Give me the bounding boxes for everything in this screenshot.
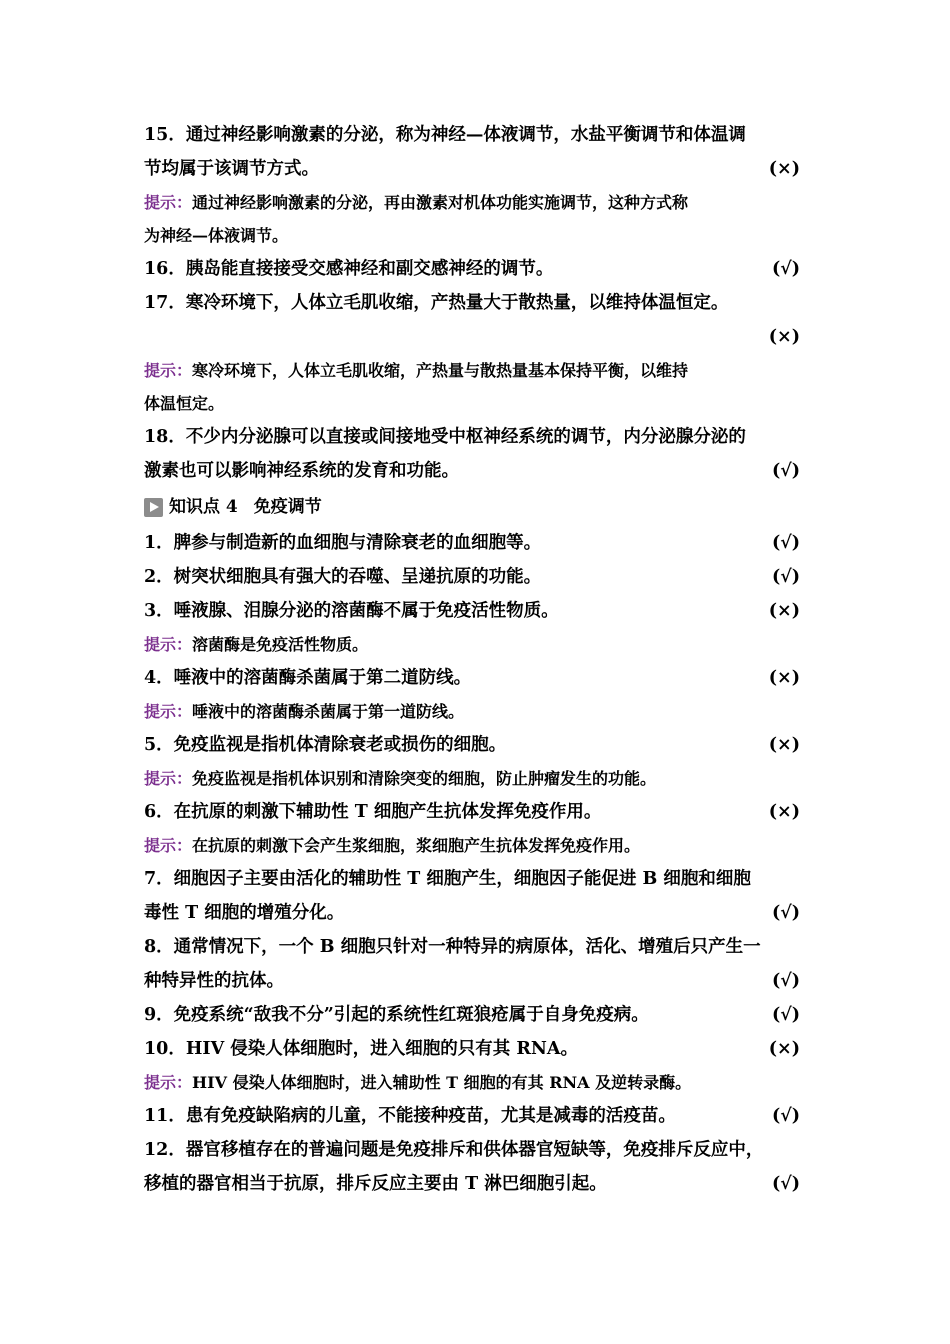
question-text: 18．不少内分泌腺可以直接或间接地受中枢神经系统的调节，内分泌腺分泌的 [144, 427, 746, 447]
question-item [144, 420, 814, 488]
answer-mark: (×) [768, 668, 800, 688]
question-text: 7．细胞因子主要由活化的辅助性 T 细胞产生，细胞因子能促进 B 细胞和细胞 [144, 869, 751, 889]
question-line [144, 320, 814, 354]
hint-label: 提示： [144, 702, 193, 721]
question-item [144, 998, 814, 1032]
question-line [144, 1099, 814, 1133]
hint-text: 体温恒定。 [144, 394, 225, 413]
question-text: 16．胰岛能直接接受交感神经和副交感神经的调节。 [144, 259, 554, 279]
question-text: 4．唾液中的溶菌酶杀菌属于第二道防线。 [144, 668, 472, 688]
answer-mark: (×) [768, 327, 800, 347]
hint-text: 免疫监视是指机体识别和清除突变的细胞，防止肿瘤发生的功能。 [192, 769, 657, 788]
hint-line [144, 387, 814, 420]
hint-line [144, 1066, 814, 1099]
question-text: 毒性 T 细胞的增殖分化。 [144, 903, 345, 923]
answer-mark: (×) [768, 735, 800, 755]
question-line [144, 454, 814, 488]
hint-line [144, 628, 814, 661]
hint-label: 提示： [144, 1073, 193, 1092]
hint-line [144, 829, 814, 862]
question-text: 2．树突状细胞具有强大的吞噬、呈递抗原的功能。 [144, 567, 542, 587]
question-text: 3．唾液腺、泪腺分泌的溶菌酶不属于免疫活性物质。 [144, 601, 559, 621]
hint-text: 寒冷环境下，人体立毛肌收缩，产热量与散热量基本保持平衡，以维持 [192, 361, 689, 380]
answer-mark: (√) [771, 567, 800, 587]
question-text: 6．在抗原的刺激下辅助性 T 细胞产生抗体发挥免疫作用。 [144, 802, 602, 822]
hint-text: 在抗原的刺激下会产生浆细胞，浆细胞产生抗体发挥免疫作用。 [192, 836, 641, 855]
answer-mark: (√) [771, 1174, 800, 1194]
question-line [144, 560, 814, 594]
question-line [144, 594, 814, 628]
answer-mark: (√) [771, 533, 800, 553]
question-line [144, 252, 814, 286]
question-line [144, 795, 814, 829]
question-line [144, 896, 814, 930]
question-line [144, 1133, 814, 1167]
answer-mark: (√) [771, 971, 800, 991]
hint-line [144, 186, 814, 219]
question-text: 11．患有免疫缺陷病的儿童，不能接种疫苗，尤其是减毒的活疫苗。 [144, 1106, 676, 1126]
play-icon [144, 498, 163, 517]
answer-mark: (×) [768, 159, 800, 179]
question-line [144, 964, 814, 998]
question-item [144, 118, 814, 252]
answer-mark: (√) [771, 903, 800, 923]
question-text: 种特异性的抗体。 [144, 971, 284, 991]
answer-mark: (√) [771, 1005, 800, 1025]
question-line [144, 152, 814, 186]
question-line [144, 998, 814, 1032]
question-text: 移植的器官相当于抗原，排斥反应主要由 T 淋巴细胞引起。 [144, 1174, 607, 1194]
hint-text: 为神经—体液调节。 [144, 226, 289, 245]
question-item [144, 286, 814, 420]
hint-label: 提示： [144, 836, 193, 855]
answer-mark: (√) [771, 461, 800, 481]
question-text: 8．通常情况下，一个 B 细胞只针对一种特异的病原体，活化、增殖后只产生一 [144, 937, 761, 957]
hint-line [144, 219, 814, 252]
hint-label: 提示： [144, 769, 193, 788]
question-text: 10．HIV 侵染人体细胞时，进入细胞的只有其 RNA。 [144, 1039, 578, 1059]
hint-line [144, 762, 814, 795]
answer-mark: (×) [768, 1039, 800, 1059]
question-item [144, 594, 814, 661]
document-page [144, 118, 814, 1201]
question-text: 9．免疫系统“敌我不分”引起的系统性红斑狼疮属于自身免疫病。 [144, 1005, 649, 1025]
section-heading [144, 488, 814, 526]
question-line [144, 930, 814, 964]
question-text: 节均属于该调节方式。 [144, 159, 319, 179]
question-item [144, 1032, 814, 1099]
answer-mark: (×) [768, 601, 800, 621]
question-group-hormone [144, 118, 814, 488]
question-text: 12．器官移植存在的普遍问题是免疫排斥和供体器官短缺等，免疫排斥反应中， [144, 1140, 764, 1160]
question-item [144, 560, 814, 594]
question-item [144, 795, 814, 862]
question-text: 17．寒冷环境下，人体立毛肌收缩，产热量大于散热量，以维持体温恒定。 [144, 293, 729, 313]
question-item [144, 252, 814, 286]
question-line [144, 728, 814, 762]
answer-mark: (√) [771, 1106, 800, 1126]
question-item [144, 1099, 814, 1133]
hint-line [144, 354, 814, 387]
question-group-immune [144, 526, 814, 1201]
question-line [144, 118, 814, 152]
question-line [144, 1032, 814, 1066]
question-text: 15．通过神经影响激素的分泌，称为神经—体液调节，水盐平衡调节和体温调 [144, 125, 746, 145]
answer-mark: (√) [771, 259, 800, 279]
hint-text: 溶菌酶是免疫活性物质。 [192, 635, 369, 654]
question-text: 1．脾参与制造新的血细胞与清除衰老的血细胞等。 [144, 533, 542, 553]
question-line [144, 661, 814, 695]
hint-label: 提示： [144, 361, 193, 380]
section-label: 知识点 4 [169, 497, 238, 517]
hint-line [144, 695, 814, 728]
question-line [144, 862, 814, 896]
question-line [144, 286, 814, 320]
question-item [144, 862, 814, 930]
question-line [144, 1167, 814, 1201]
question-item [144, 1133, 814, 1201]
hint-text: 唾液中的溶菌酶杀菌属于第一道防线。 [192, 702, 465, 721]
question-item [144, 728, 814, 795]
question-item [144, 661, 814, 728]
section-title: 免疫调节 [253, 497, 322, 517]
hint-label: 提示： [144, 635, 193, 654]
hint-text: HIV 侵染人体细胞时，进入辅助性 T 细胞的有其 RNA 及逆转录酶。 [192, 1073, 692, 1092]
hint-label: 提示： [144, 193, 193, 212]
question-line [144, 526, 814, 560]
hint-text: 通过神经影响激素的分泌，再由激素对机体功能实施调节，这种方式称 [192, 193, 689, 212]
question-item [144, 526, 814, 560]
question-text: 激素也可以影响神经系统的发育和功能。 [144, 461, 459, 481]
answer-mark: (×) [768, 802, 800, 822]
question-line [144, 420, 814, 454]
question-item [144, 930, 814, 998]
question-text: 5．免疫监视是指机体清除衰老或损伤的细胞。 [144, 735, 507, 755]
